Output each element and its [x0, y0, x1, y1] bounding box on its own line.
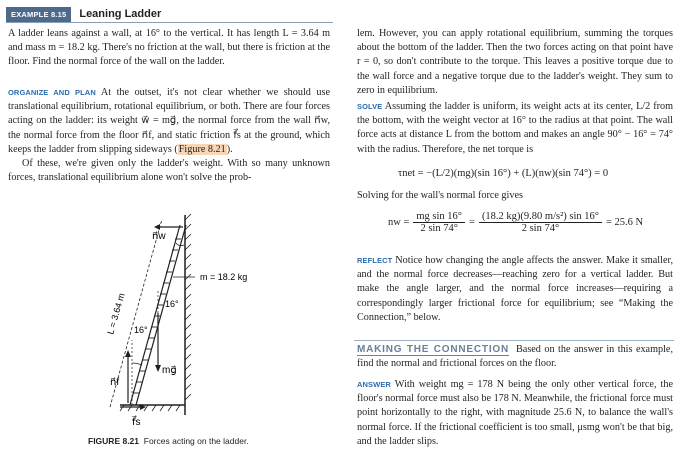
- mass-label: m = 18.2 kg: [200, 272, 248, 282]
- eq2-lhs: nw =: [388, 217, 410, 228]
- answer-text: With weight mg = 178 N being the only other vertical force, the floor's normal force must also be 178 N. Meanwhile, the frictional force must point horizontally to the right, with magnitude 25.6 N, to balance the wall's normal force. If the frictional coefficient is too small, μsmg won't be that big, and the ladder slips.: [357, 379, 673, 447]
- organize-text-2: ).: [226, 143, 233, 155]
- solve-label: SOLVE: [357, 102, 383, 111]
- eq2-frac1-num: mg sin 16°: [413, 211, 465, 223]
- eq2-frac1-den: 2 sin 74°: [420, 223, 458, 234]
- reflect-text: Notice how changing the angle affects the answer. Make it smaller, and the normal force decreases—reaching zero for a vertical ladder. But make the angle larger, and the normal force increases—requiring a correspondingly larger frictional force for equilibrium; see “Making the Connection,” below.: [357, 255, 673, 323]
- mtc-paragraph: [357, 343, 673, 371]
- intro-paragraph: A ladder leans against a wall, at 16° to the vertical. It has length L = 3.64 m and mass m = 18.2 kg. There's no friction at the wall, but there is friction at the floor. Find the normal force of the wall on the ladder.: [8, 28, 330, 68]
- bottom-angle-arc: [132, 363, 142, 365]
- example-badge: EXAMPLE 8.15: [6, 7, 71, 22]
- organize-paragraph-2: Of these, we're given only the ladder's weight. With so many unknown forces, translational equilibrium alone won't solve the prob-: [8, 158, 330, 184]
- eq2-frac2-num: (18.2 kg)(9.80 m/s²) sin 16°: [479, 211, 602, 223]
- nw-label: n⃗w: [152, 231, 166, 242]
- ladder-figure: [80, 195, 280, 435]
- angle-bottom-label: 16°: [134, 325, 148, 335]
- ladder-rail-left: [130, 225, 180, 405]
- reflect-paragraph: [357, 254, 673, 325]
- floor-hatch: [120, 405, 180, 411]
- figure-number: FIGURE 8.21: [88, 436, 140, 446]
- eq2-fraction-2: [479, 211, 602, 234]
- eq2-frac2-den: 2 sin 74°: [521, 223, 560, 234]
- eq2-result: = 25.6 N: [605, 217, 644, 228]
- mg-label: mg⃗: [162, 365, 177, 376]
- example-header: [6, 6, 161, 22]
- wall-hatch: [185, 214, 191, 400]
- fs-label: f⃗s: [132, 417, 141, 428]
- solve-text: Assuming the ladder is uniform, its weight acts at its center, L/2 from the bottom, with the weight vector at 16° to the radius at that point. The wall force acts at distance L from the bottom and makes an angle 90° − 16° = 74° with the radius. Therefore, the net torque is: [357, 101, 674, 155]
- eq2-fraction-1: [413, 211, 465, 234]
- eq2-equals: =: [469, 217, 475, 228]
- header-rule: [6, 22, 333, 23]
- nw-arrowhead: [154, 224, 160, 230]
- right-cont-paragraph: lem. However, you can apply rotational equilibrium, summing the torques about the bottom of the ladder. Then the two forces acting on that point have r = 0, so don't contribute to the torque. This leaves a positive torque due to the wall force and a negative torque due to the ladder's weight. They sum to zero in equilibrium.: [357, 28, 673, 96]
- organize-paragraph: [8, 86, 330, 157]
- ladder-rail-right: [136, 225, 186, 405]
- example-title: Leaning Ladder: [79, 8, 162, 20]
- solve-paragraph: [357, 100, 673, 157]
- nf-arrowhead: [125, 350, 131, 357]
- mtc-text: Based on the answer in this example, find the normal and frictional forces on the floor.: [357, 344, 673, 370]
- answer-paragraph: [357, 378, 673, 449]
- organize-label: ORGANIZE AND PLAN: [8, 88, 96, 97]
- top-angle-arc: [176, 243, 184, 246]
- mg-arrowhead: [155, 365, 161, 372]
- length-label: L = 3.64 m: [105, 291, 127, 336]
- solving-text: Solving for the wall's normal force gives: [357, 190, 523, 201]
- normal-force-equation: [388, 211, 643, 234]
- reflect-label: REFLECT: [357, 256, 393, 265]
- torque-equation: τnet = −(L/2)(mg)(sin 16°) + (L)(nw)(sin 74°) = 0: [398, 168, 609, 179]
- answer-label: ANSWER: [357, 380, 391, 389]
- organize-text-1: At the outset, it's not clear whether we should use translational equilibrium, rotational equilibrium, or both. There are four forces acting on the ladder: its weight w⃗ = mg⃗, the normal force from the wall n⃗w, the normal force from the floor n⃗f, and static friction f⃗s at the ground, which keeps the ladder from slipping sideways (: [8, 87, 330, 155]
- angle-top-label: 16°: [165, 299, 179, 309]
- figure-ref-link[interactable]: Figure 8.21: [178, 143, 226, 155]
- figure-caption-text: Forces acting on the ladder.: [143, 436, 249, 446]
- figure-caption: [88, 436, 249, 446]
- mtc-top-rule: [354, 340, 674, 341]
- mtc-heading: MAKING THE CONNECTION: [357, 344, 510, 355]
- nf-label: n⃗f: [110, 377, 120, 388]
